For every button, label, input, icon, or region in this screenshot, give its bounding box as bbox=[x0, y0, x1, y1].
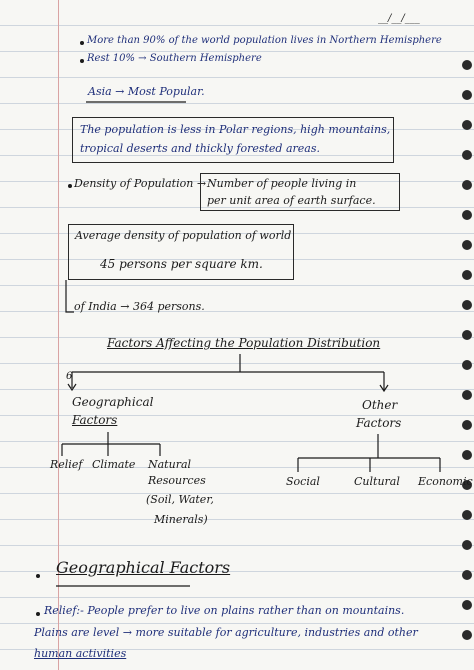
factors-title: Factors Affecting the Population Distribution bbox=[107, 336, 381, 350]
india-density: of India → 364 persons. bbox=[74, 300, 205, 313]
binding-hole bbox=[462, 180, 472, 190]
other-factors-line-2: Factors bbox=[356, 416, 402, 430]
binding-hole bbox=[462, 510, 472, 520]
note-sparse-line-1: The population is less in Polar regions, high mountains, bbox=[80, 123, 391, 136]
bullet bbox=[80, 41, 84, 45]
binding-hole bbox=[462, 270, 472, 280]
average-density-line-2: 45 persons per square km. bbox=[100, 257, 263, 271]
note-sparse-line-2: tropical deserts and thickly forested areas. bbox=[80, 142, 320, 155]
other-factors-line-1: Other bbox=[362, 398, 398, 412]
social-factor: Social bbox=[286, 475, 320, 488]
economic-factor: Economic bbox=[418, 475, 473, 488]
natural-resources-line-1: Natural bbox=[148, 458, 192, 471]
density-definition-line-1: Number of people living in bbox=[207, 177, 357, 190]
binding-hole bbox=[462, 150, 472, 160]
binding-hole bbox=[462, 630, 472, 640]
geographical-factors-line-2: Factors bbox=[72, 413, 118, 427]
note-northern-hemisphere: More than 90% of the world population lives in Northern Hemisphere bbox=[87, 35, 442, 46]
density-label: Density of Population → bbox=[74, 177, 207, 190]
note-southern-hemisphere: Rest 10% → Southern Hemisphere bbox=[87, 53, 262, 64]
binding-hole bbox=[462, 600, 472, 610]
binding-hole bbox=[462, 450, 472, 460]
relief-point-line-2: Plains are level → more suitable for agriculture, industries and other bbox=[34, 626, 418, 639]
geographical-factors-heading: Geographical Factors bbox=[56, 558, 231, 577]
binding-hole bbox=[462, 240, 472, 250]
bullet bbox=[68, 184, 72, 188]
climate-factor: Climate bbox=[92, 458, 136, 471]
bullet bbox=[80, 59, 84, 63]
binding-hole bbox=[462, 570, 472, 580]
binding-hole bbox=[462, 300, 472, 310]
binding-hole bbox=[462, 420, 472, 430]
binding-hole bbox=[462, 360, 472, 370]
bullet bbox=[36, 574, 40, 578]
natural-resources-line-3: (Soil, Water, bbox=[146, 493, 214, 506]
density-definition-line-2: per unit area of earth surface. bbox=[207, 194, 376, 207]
binding-hole bbox=[462, 330, 472, 340]
relief-factor: Relief bbox=[50, 458, 83, 471]
natural-resources-line-4: Minerals) bbox=[154, 513, 208, 526]
natural-resources-line-2: Resources bbox=[148, 474, 206, 487]
geographical-factors-line-1: Geographical bbox=[72, 395, 154, 409]
spiral-binding bbox=[458, 0, 472, 670]
binding-hole bbox=[462, 90, 472, 100]
binding-hole bbox=[462, 540, 472, 550]
binding-hole bbox=[462, 210, 472, 220]
factor-count: 6 bbox=[66, 371, 73, 382]
binding-hole bbox=[462, 120, 472, 130]
date-field: __/__/___ bbox=[378, 13, 420, 24]
note-asia: Asia → Most Popular. bbox=[88, 85, 205, 98]
cultural-factor: Cultural bbox=[354, 475, 400, 488]
bullet bbox=[36, 612, 40, 616]
average-density-line-1: Average density of population of world bbox=[75, 229, 292, 242]
relief-point-line-3: human activities bbox=[34, 647, 127, 660]
binding-hole bbox=[462, 390, 472, 400]
binding-hole bbox=[462, 60, 472, 70]
relief-point-line-1: Relief:- People prefer to live on plains rather than on mountains. bbox=[44, 604, 405, 617]
